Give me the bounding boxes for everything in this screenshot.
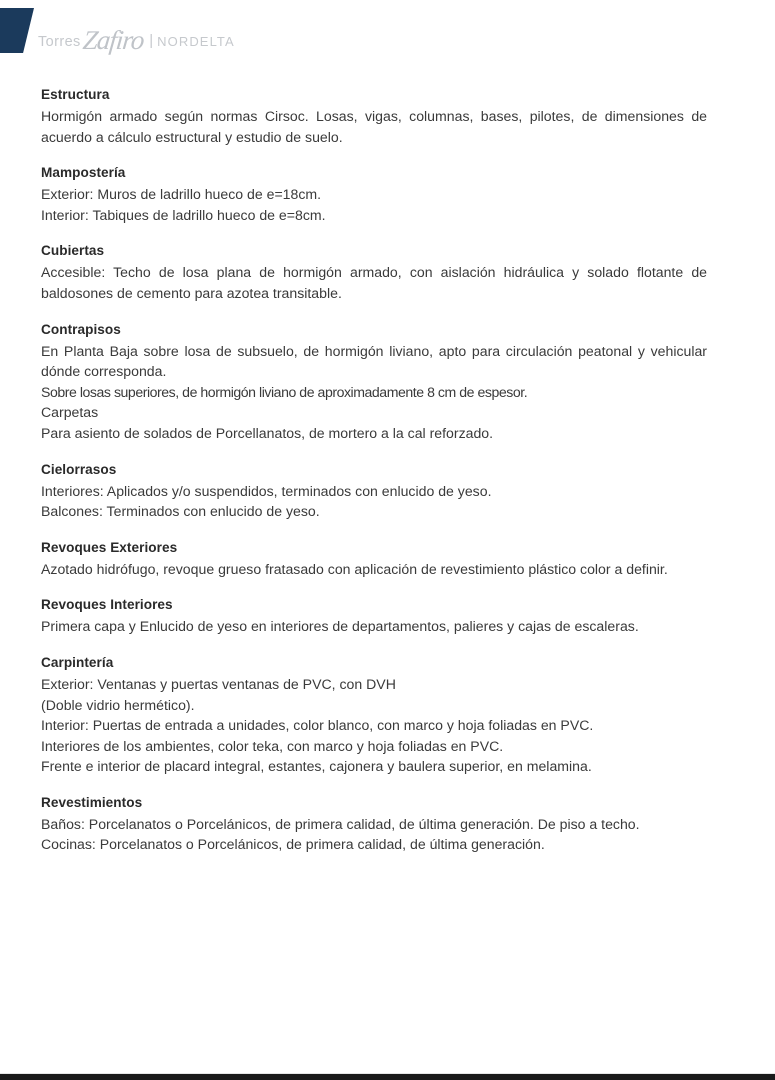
spec-line: Interior: Puertas de entrada a unidades, color blanco, con marco y hoja foliadas en PVC.: [41, 717, 594, 734]
spec-section: [41, 242, 707, 303]
spec-section-title: Estructura: [41, 87, 110, 102]
spec-section: [41, 654, 707, 777]
spec-section: [41, 461, 707, 522]
spec-section-title: Revestimientos: [41, 794, 143, 810]
spec-section: [41, 321, 707, 444]
spec-line: Carpetas: [41, 404, 99, 421]
spec-section-title: Contrapisos: [41, 321, 121, 337]
spec-line: Sobre losas superiores, de hormigón liviano de aproximadamente 8 cm de espesor.: [41, 383, 528, 400]
spec-section-title: Cielorrasos: [41, 461, 117, 477]
spec-line: Cocinas: Porcelanatos o Porcelánicos, de primera calidad, de última generación.: [41, 836, 545, 853]
spec-line: Balcones: Terminados con enlucido de yeso.: [41, 503, 320, 520]
spec-section-title: Revoques Interiores: [41, 597, 173, 613]
spec-line: Interiores: Aplicados y/o suspendidos, terminados con enlucido de yeso.: [41, 482, 492, 499]
brand-location-text: NORDELTA: [157, 34, 235, 49]
spec-section-title: Cubiertas: [41, 243, 105, 259]
brand-script-text: Zafiro: [81, 25, 145, 55]
spec-line: Para asiento de solados de Porcellanatos, de mortero a la cal reforzado.: [41, 424, 494, 441]
spec-line: En Planta Baja sobre losa de subsuelo, de hormigón liviano, apto para circulación peatonal y vehicular dónde corresponda.: [41, 342, 707, 380]
spec-section: [41, 794, 707, 855]
spec-section-title: Revoques Exteriores: [41, 539, 178, 555]
specifications-body: [41, 86, 707, 855]
spec-line: Frente e interior de placard integral, estantes, cajonera y baulera superior, en melamina.: [41, 758, 592, 775]
brand-primary-text: Torres: [38, 34, 81, 50]
spec-line: Interior: Tabiques de ladrillo hueco de e=8cm.: [41, 206, 326, 223]
spec-section: [41, 86, 707, 147]
spec-line: Interiores de los ambientes, color teka, con marco y hoja foliadas en PVC.: [41, 737, 504, 754]
spec-line: Primera capa y Enlucido de yeso en interiores de departamentos, palieres y cajas de escaleras.: [41, 618, 639, 635]
spec-line: Exterior: Muros de ladrillo hueco de e=18cm.: [41, 186, 322, 203]
spec-line: Accesible: Techo de losa plana de hormigón armado, con aislación hidráulica y solado flotante de baldosones de cemento para azotea transitable.: [41, 264, 707, 301]
brand-wordmark: [38, 24, 235, 54]
spec-line: Exterior: Ventanas y puertas ventanas de PVC, con DVH: [41, 675, 396, 692]
spec-section: [41, 164, 707, 225]
spec-section-title: Carpintería: [41, 654, 114, 670]
viewport-bottom-bar: [0, 1074, 775, 1080]
document-header: [0, 0, 775, 74]
spec-line: Baños: Porcelanatos o Porcelánicos, de primera calidad, de última generación. De piso a techo.: [41, 815, 640, 832]
spec-section: [41, 596, 707, 637]
brand-separator: |: [149, 32, 154, 49]
spec-line: (Doble vidrio hermético).: [41, 696, 195, 713]
spec-section-title: Mampostería: [41, 165, 126, 181]
spec-line: Azotado hidrófugo, revoque grueso fratasado con aplicación de revestimiento plástico color a definir.: [41, 560, 668, 577]
brand-trapezoid-icon: [0, 8, 34, 53]
spec-line: Hormigón armado según normas Cirsoc. Losas, vigas, columnas, bases, pilotes, de dimensiones de acuerdo a cálculo estructural y estudio de suelo.: [41, 108, 707, 145]
spec-section: [41, 539, 707, 580]
